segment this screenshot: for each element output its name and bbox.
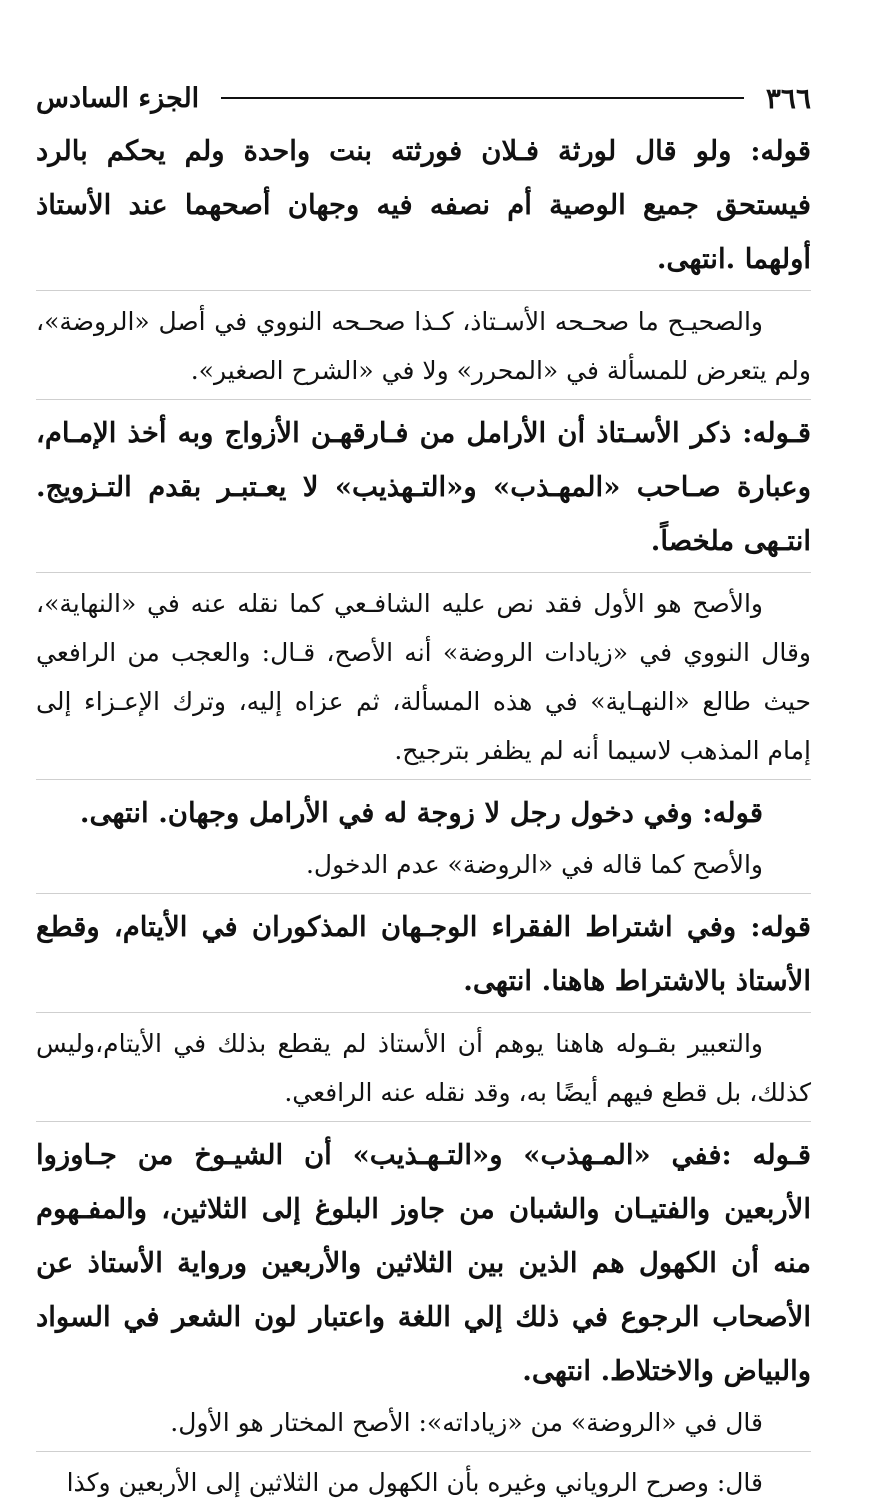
commentary-paragraph: والأصح كما قاله في «الروضة» عدم الدخول. [305, 850, 763, 879]
commentary-paragraph: والصحيـح ما صحـحه الأسـتاذ، كـذا صحـحه النووي في أصل «الروضة»، ولم يتعرض للمسألة في «المحرر» ولا في «الشرح الصغير». [36, 307, 811, 385]
paragraph-separator [36, 1451, 811, 1452]
paragraph-separator [36, 290, 811, 291]
paragraph-separator [36, 572, 811, 573]
header-rule [221, 97, 744, 99]
commentary-paragraph: والتعبير بقـوله هاهنا يوهم أن الأستاذ لم يقطع بذلك في الأيتام،وليس كذلك، بل قطع فيهم أيضًا به، وقد نقله عنه الرافعي. [36, 1029, 811, 1107]
paragraph-separator [36, 893, 811, 894]
quote-paragraph: قـوله :ففي «المـهذب» و«التـهـذيب» أن الشيـوخ من جـاوزوا الأربعين والفتيـان والشبان من جاوز البلوغ إلى الثلاثين، والمفـهوم منه أن الكهول هم الذين بين الثلاثين والأربعين ورواية الأستاذ عن الأصحاب الرجوع في ذلك إلي اللغة واعتبار لون الشعر في السواد والبياض والاختلاط. انتهى. [36, 1139, 811, 1387]
page-header [36, 78, 811, 118]
page-number: ٣٦٦ [765, 81, 811, 115]
running-title: الجزء السادس [36, 82, 200, 114]
quote-paragraph: قوله: وفي اشتراط الفقراء الوجـهان المذكوران في الأيتام، وقطع الأستاذ بالاشتراط هاهنا. انتهى. [36, 911, 811, 997]
quote-paragraph: قوله: ولو قال لورثة فـلان فورثته بنت واحدة ولم يحكم بالرد فيستحق جميع الوصية أم نصفه فيه وجهان أصحهما عند الأستاذ أولهما .انتهى. [36, 135, 811, 275]
paragraph-separator [36, 1012, 811, 1013]
quote-paragraph: قوله: وفي دخول رجل لا زوجة له في الأرامل وجهان. انتهى. [79, 797, 763, 829]
paragraph-separator [36, 1121, 811, 1122]
paragraph-separator [36, 779, 811, 780]
quote-paragraph: قـوله: ذكر الأسـتاذ أن الأرامل من فـارقهـن الأزواج وبه أخذ الإمـام، وعبارة صـاحب «المهـذب» و«التـهذيب» لا يعـتبـر بقدم التـزويج. انتـهى ملخصاً. [36, 417, 811, 557]
commentary-paragraph: والأصح هو الأول فقد نص عليه الشافـعي كما نقله عنه في «النهاية»، وقال النووي في «زيادات الروضة» أنه الأصح، قـال: والعجب من الرافعي حيث طالع «النهـاية» في هذه المسألة، ثم عزاه إليه، وترك الإعـزاء إلى إمام المذهب لاسيما أنه لم يظفر بترجيح. [36, 589, 811, 765]
commentary-paragraph: قال: وصرح الروياني وغيره بأن الكهول من الثلاثين إلى الأربعين وكذا [66, 1468, 763, 1497]
paragraph-separator [36, 399, 811, 400]
commentary-paragraph: قال في «الروضة» من «زياداته»: الأصح المختار هو الأول. [170, 1408, 763, 1437]
